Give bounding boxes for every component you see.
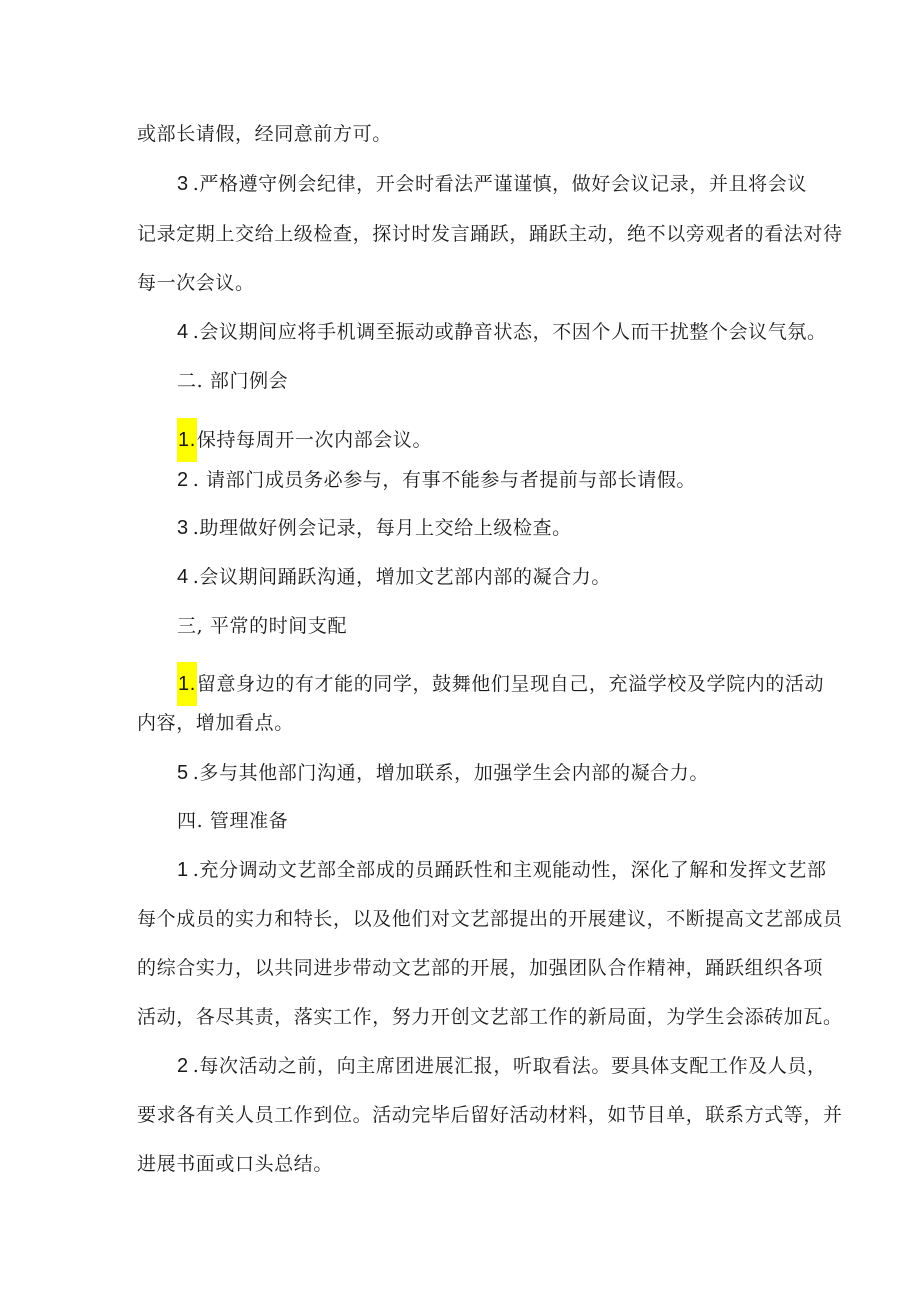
list-item-text: .充分调动文艺部全部成的员踊跃性和主观能动性，深化了解和发挥文艺部 [192, 859, 827, 881]
section-heading: 四. 管理准备 [177, 810, 289, 832]
section-heading: 三, 平常的时间支配 [177, 615, 348, 637]
list-number: 3 [177, 173, 189, 195]
list-item [177, 418, 432, 462]
list-number: 2 [177, 1055, 189, 1077]
list-number: 1 [177, 859, 189, 881]
paragraph-line: 记录定期上交给上级检查，探讨时发言踊跃，踊跃主动，绝不以旁观者的看法对待 [137, 223, 843, 245]
list-item-text: .每次活动之前，向主席团进展汇报，听取看法。要具体支配工作及人员， [192, 1055, 827, 1077]
paragraph-line: 进展书面或口头总结。 [137, 1153, 334, 1175]
list-item [177, 319, 827, 345]
section-heading: 二. 部门例会 [177, 370, 289, 392]
list-item [177, 662, 824, 706]
paragraph-line: 要求各有关人员工作到位。活动完毕后留好活动材料，如节目单，联系方式等，并 [137, 1104, 843, 1126]
paragraph-line: 的综合实力，以共同进步带动文艺部的开展，加强团队合作精神，踊跃组织各项 [137, 957, 824, 979]
highlighted-list-number: 1. [177, 662, 197, 706]
list-item-text: .多与其他部门沟通，增加联系，加强学生会内部的凝合力。 [192, 762, 709, 784]
list-item-text: .会议期间应将手机调至振动或静音状态，不因个人而干扰整个会议气氛。 [192, 321, 827, 343]
list-item-text: .会议期间踊跃沟通，增加文艺部内部的凝合力。 [192, 566, 611, 588]
list-item-text: 保持每周开一次内部会议。 [196, 429, 433, 451]
highlighted-list-number: 1. [177, 418, 197, 462]
list-number: 4 [177, 321, 189, 343]
list-item-text: . 请部门成员务必参与，有事不能参与者提前与部长请假。 [192, 469, 697, 491]
list-number: 2 [177, 469, 189, 491]
paragraph-line: 每一次会议。 [137, 272, 255, 294]
list-item [177, 564, 611, 590]
list-item [177, 171, 807, 197]
list-item-text: .助理做好例会记录，每月上交给上级检查。 [192, 517, 572, 539]
list-number: 4 [177, 566, 189, 588]
list-number: 3 [177, 517, 189, 539]
list-item-text: .严格遵守例会纪律，开会时看法严谨谨慎，做好会议记录，并且将会议 [192, 173, 807, 195]
paragraph-line: 活动，各尽其责，落实工作，努力开创文艺部工作的新局面，为学生会添砖加瓦。 [137, 1006, 843, 1028]
paragraph-line: 或部长请假，经同意前方可。 [137, 123, 392, 145]
list-item [177, 467, 696, 493]
list-item-text: 留意身边的有才能的同学，鼓舞他们呈现自己，充溢学校及学院内的活动 [196, 673, 825, 695]
list-item [177, 857, 827, 883]
list-item [177, 1053, 827, 1079]
paragraph-line: 内容，增加看点。 [137, 712, 294, 734]
list-item [177, 515, 572, 541]
list-item [177, 760, 709, 786]
list-number: 5 [177, 762, 189, 784]
paragraph-line: 每个成员的实力和特长，以及他们对文艺部提出的开展建议，不断提高文艺部成员 [137, 908, 843, 930]
